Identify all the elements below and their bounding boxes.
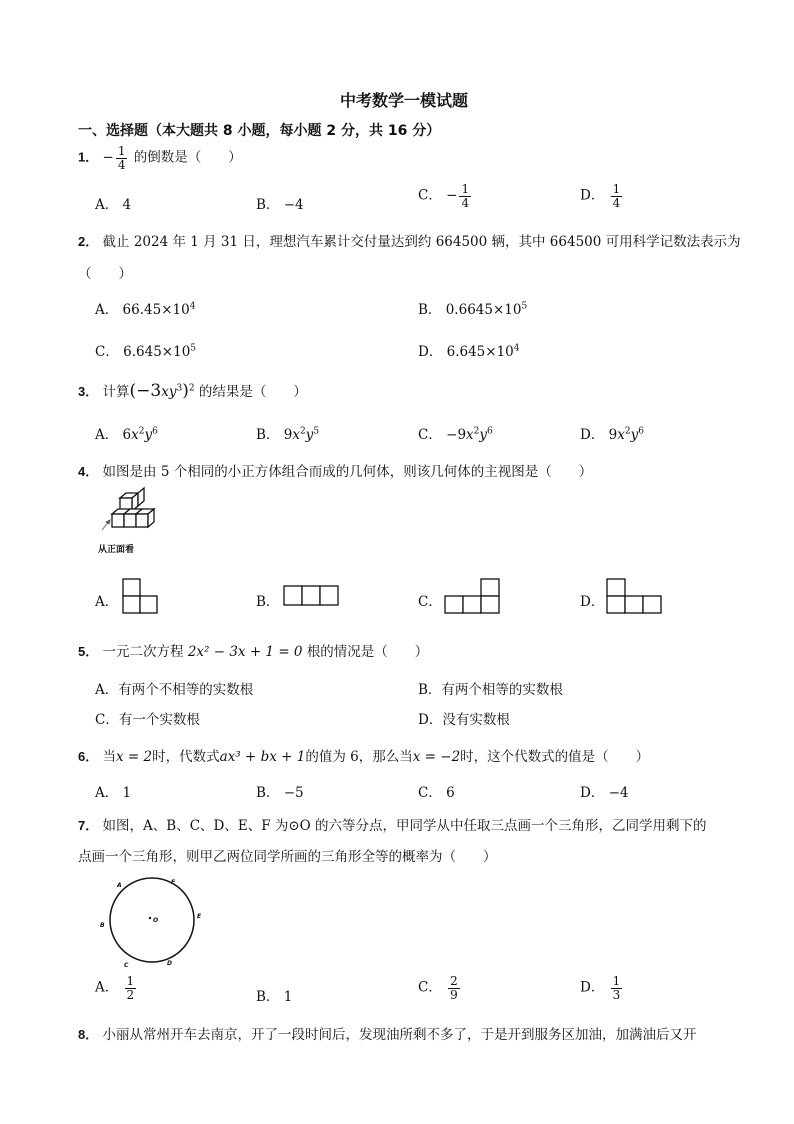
question-7: 7． 如图，A、B、C、D、E、F 为⊙O 的六等分点，甲同学从中任取三点画一个三角形，乙同学用剩下的 xyxy=(78,818,707,834)
option-a[interactable]: A． 1 xyxy=(95,785,132,801)
option-c[interactable]: C． $-9x^2y^6$ xyxy=(418,426,493,443)
view-a-diagram xyxy=(122,578,162,618)
question-5: 5． 一元二次方程 2x² − 3x + 1 = 0 根的情况是（ ） xyxy=(78,644,429,660)
svg-text:E: E xyxy=(197,913,202,920)
question-text: 的倒数是（ ） xyxy=(133,149,242,166)
option-d[interactable]: D． $9x^2y^6$ xyxy=(580,426,644,443)
option-a[interactable]: A． $6x^2y^6$ xyxy=(95,426,158,443)
option-d[interactable]: D． xyxy=(580,594,605,610)
option-c[interactable]: C． $\frac{2}{9}$ xyxy=(418,974,458,1002)
question-number: 1． xyxy=(78,149,99,165)
option-b[interactable]: B．有两个相等的实数根 xyxy=(418,682,563,698)
question-7-line2: 点画一个三角形，则甲乙两位同学所画的三角形全等的概率为（ ） xyxy=(78,849,497,865)
option-c[interactable]: C． xyxy=(418,594,442,610)
circle-figure xyxy=(100,878,210,968)
view-d-diagram xyxy=(606,578,666,618)
option-a[interactable]: A． xyxy=(95,594,119,610)
option-b[interactable]: B． xyxy=(256,594,280,610)
fraction: $\frac{1}{4}$ xyxy=(117,144,126,172)
question-8: 8． 小丽从常州开车去南京，开了一段时间后，发现油所剩不多了，于是开到服务区加油，加满油后又开 xyxy=(78,1027,697,1043)
option-d[interactable]: D．没有实数根 xyxy=(418,712,510,728)
option-a[interactable]: A． 4 xyxy=(95,197,132,213)
question-1 xyxy=(78,145,242,171)
answer-blank: （ ） xyxy=(78,266,132,282)
option-b[interactable]: B． −4 xyxy=(256,197,304,213)
option-d[interactable]: D． $6.645\times 10^4$ xyxy=(418,343,520,360)
page-title: 中考数学一模试题 xyxy=(340,91,469,110)
equation: 2x² − 3x + 1 = 0 xyxy=(187,644,303,660)
option-d[interactable]: D． $\frac{1}{4}$ xyxy=(580,182,621,210)
question-6: 6． 当x = 2时，代数式ax³ + bx + 1的值为 6，那么当x = −2时，这个代数式的值是（ ） xyxy=(78,749,650,765)
option-d[interactable]: D． $\frac{1}{3}$ xyxy=(580,974,621,1002)
option-d[interactable]: D． −4 xyxy=(580,785,629,801)
question-text: 截止 2024 年 1 月 31 日，理想汽车累计交付量达到约 664500 辆，其中 664500 可用科学记数法表示为 xyxy=(102,234,741,250)
figure-caption: 从正面看 xyxy=(98,545,135,555)
neg-sign: − xyxy=(102,149,114,166)
section-heading: 一、选择题（本大题共 8 小题，每小题 2 分，共 16 分） xyxy=(78,123,441,139)
question-2: 2． 截止 2024 年 1 月 31 日，理想汽车累计交付量达到约 664500 辆，其中 664500 可用科学记数法表示为 xyxy=(78,234,741,250)
option-c[interactable]: C．有一个实数根 xyxy=(95,712,200,728)
view-b-diagram xyxy=(283,585,343,609)
svg-text:O: O xyxy=(153,917,159,924)
option-c[interactable]: C． 6 xyxy=(418,785,455,801)
option-a[interactable]: A． $\frac{1}{2}$ xyxy=(95,974,135,1002)
option-b[interactable]: B． $9x^2y^5$ xyxy=(256,426,320,443)
option-a[interactable]: A． $66.45\times 10^4$ xyxy=(95,301,196,318)
svg-text:B: B xyxy=(100,922,105,929)
option-a[interactable]: A．有两个不相等的实数根 xyxy=(95,682,254,698)
question-4: 4． 如图是由 5 个相同的小正方体组合而成的几何体，则该几何体的主视图是（ ） xyxy=(78,464,593,480)
option-b[interactable]: B． −5 xyxy=(256,785,304,801)
svg-text:F: F xyxy=(171,879,176,886)
option-c[interactable]: C． − $\frac{1}{4}$ xyxy=(418,182,470,210)
cube-figure xyxy=(102,490,192,540)
svg-text:A: A xyxy=(117,882,122,889)
question-3: 3． 计算$(-3xy^3)^2$ 的结果是（ ） xyxy=(78,381,307,401)
option-b[interactable]: B． 1 xyxy=(256,989,293,1005)
option-c[interactable]: C． $6.645\times 10^5$ xyxy=(95,343,197,360)
option-b[interactable]: B． $0.6645\times 10^5$ xyxy=(418,301,528,318)
svg-text:C: C xyxy=(124,962,129,969)
svg-text:D: D xyxy=(167,960,172,967)
view-c-diagram xyxy=(444,578,504,618)
